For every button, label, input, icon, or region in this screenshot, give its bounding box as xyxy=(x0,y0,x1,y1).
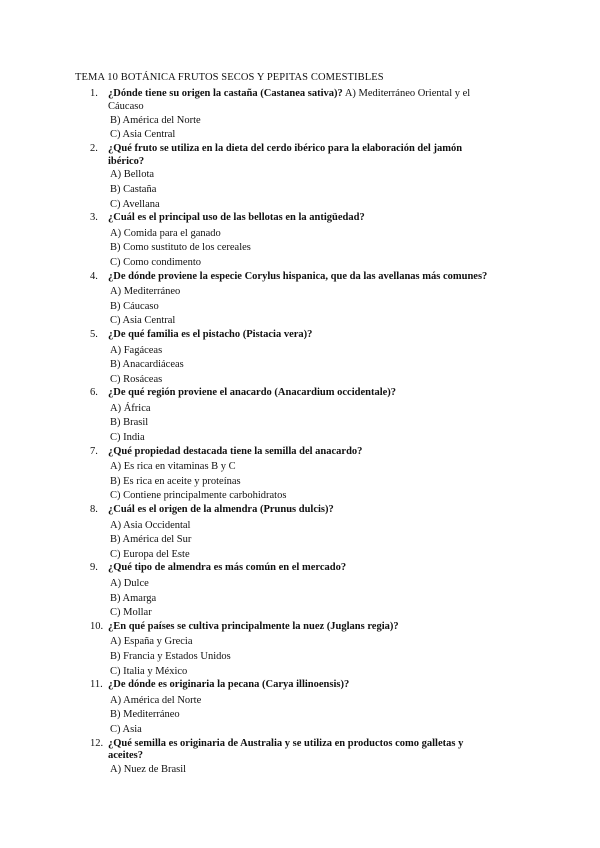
answer-option: B) Castaña xyxy=(110,183,157,195)
question-number: 2. xyxy=(90,142,98,154)
question-list xyxy=(0,88,600,778)
answer-option: A) Comida para el ganado xyxy=(110,227,221,239)
question-heading xyxy=(0,562,498,577)
answer-option: C) Asia xyxy=(110,723,142,735)
question-item xyxy=(0,562,600,620)
question-item xyxy=(0,271,600,329)
question-heading xyxy=(0,212,498,227)
question-heading xyxy=(0,504,498,519)
question-number: 1. xyxy=(90,88,98,99)
question-item xyxy=(0,329,600,387)
question-item xyxy=(0,212,600,270)
question-heading xyxy=(0,387,498,402)
question-text: ¿De qué familia es el pistacho (Pistacia vera)? xyxy=(108,328,313,340)
answer-option: B) América del Norte xyxy=(110,114,201,126)
answer-option: C) Avellana xyxy=(110,198,160,210)
answer-option: B) Anacardiáceas xyxy=(110,359,184,371)
question-text: ¿Cuál es el principal uso de las bellotas en la antigüedad? xyxy=(108,212,365,224)
answer-option: A) África xyxy=(110,402,151,414)
answer-option: B) Amarga xyxy=(110,592,157,604)
question-item xyxy=(0,738,600,778)
question-text: ¿Dónde tiene su origen la castaña (Castanea sativa)? xyxy=(108,88,343,99)
answer-option: A) Bellota xyxy=(110,169,155,181)
answer-option: A) Fagáceas xyxy=(110,344,163,356)
question-item xyxy=(0,504,600,562)
question-text: ¿De dónde proviene la especie Corylus hispanica, que da las avellanas más comunes? xyxy=(108,270,488,282)
answer-option: C) Como condimento xyxy=(110,256,201,268)
question-number: 3. xyxy=(90,212,98,224)
question-heading xyxy=(0,271,498,286)
question-text: ¿Qué tipo de almendra es más común en el mercado? xyxy=(108,562,347,574)
question-number: 8. xyxy=(90,504,98,516)
question-heading xyxy=(0,329,498,344)
question-item xyxy=(0,621,600,679)
answer-option: A) América del Norte xyxy=(110,694,202,706)
question-item xyxy=(0,387,600,445)
question-number: 6. xyxy=(90,387,98,399)
answer-option: C) Asia Central xyxy=(110,129,176,141)
answer-option: C) Asia Central xyxy=(110,315,176,327)
answer-option: C) Italia y México xyxy=(110,665,188,677)
question-text: ¿En qué países se cultiva principalmente la nuez (Juglans regia)? xyxy=(108,620,399,632)
answer-option: B) Es rica en aceite y proteínas xyxy=(110,475,241,487)
question-number: 12. xyxy=(90,737,104,749)
answer-option: A) Asia Occidental xyxy=(110,519,191,531)
answer-option: B) Como sustituto de los cereales xyxy=(110,242,251,254)
document-title: TEMA 10 BOTÁNICA FRUTOS SECOS Y PEPITAS COMESTIBLES xyxy=(75,72,384,83)
question-text: ¿Qué propiedad destacada tiene la semilla del anacardo? xyxy=(108,445,363,457)
answer-option: A) España y Grecia xyxy=(110,636,193,648)
question-number: 4. xyxy=(90,270,98,282)
question-number: 7. xyxy=(90,445,98,457)
question-text: ¿Qué semilla es originaria de Australia y se utiliza en productos como galletas y aceites? xyxy=(108,737,464,762)
question-heading xyxy=(0,143,498,169)
answer-option: B) Brasil xyxy=(110,417,149,429)
question-number: 10. xyxy=(90,620,104,632)
question-text: ¿Qué fruto se utiliza en la dieta del cerdo ibérico para la elaboración del jamón ibérico? xyxy=(108,142,463,167)
answer-option: A) Mediterráneo xyxy=(110,286,181,298)
question-heading xyxy=(0,679,498,694)
answer-option: B) América del Sur xyxy=(110,534,192,546)
answer-option: C) Mollar xyxy=(110,607,152,619)
question-number: 9. xyxy=(90,562,98,574)
answer-option: B) Mediterráneo xyxy=(110,709,180,721)
question-text: ¿Cuál es el origen de la almendra (Prunus dulcis)? xyxy=(108,504,334,516)
inline-answer-option: A) Mediterráneo Oriental y el Cáucaso xyxy=(108,88,471,112)
question-heading xyxy=(0,446,498,461)
question-heading xyxy=(0,88,498,114)
question-heading xyxy=(0,738,498,764)
answer-option: A) Nuez de Brasil xyxy=(110,764,187,776)
answer-option: B) Francia y Estados Unidos xyxy=(110,650,231,662)
answer-option: A) Dulce xyxy=(110,578,149,589)
question-heading xyxy=(0,621,498,636)
question-number: 5. xyxy=(90,328,98,340)
question-item xyxy=(0,143,600,212)
answer-option: A) Es rica en vitaminas B y C xyxy=(110,461,236,473)
question-item xyxy=(0,679,600,737)
question-item xyxy=(0,88,600,143)
answer-option: C) India xyxy=(110,432,145,444)
question-text: ¿De qué región proviene el anacardo (Anacardium occidentale)? xyxy=(108,387,397,399)
answer-option: B) Cáucaso xyxy=(110,300,159,312)
answer-option: C) Rosáceas xyxy=(110,373,163,385)
question-number: 11. xyxy=(90,679,103,691)
question-text: ¿De dónde es originaria la pecana (Carya illinoensis)? xyxy=(108,679,350,691)
answer-option: C) Contiene principalmente carbohidratos xyxy=(110,490,287,502)
answer-option: C) Europa del Este xyxy=(110,548,190,560)
question-item xyxy=(0,446,600,504)
